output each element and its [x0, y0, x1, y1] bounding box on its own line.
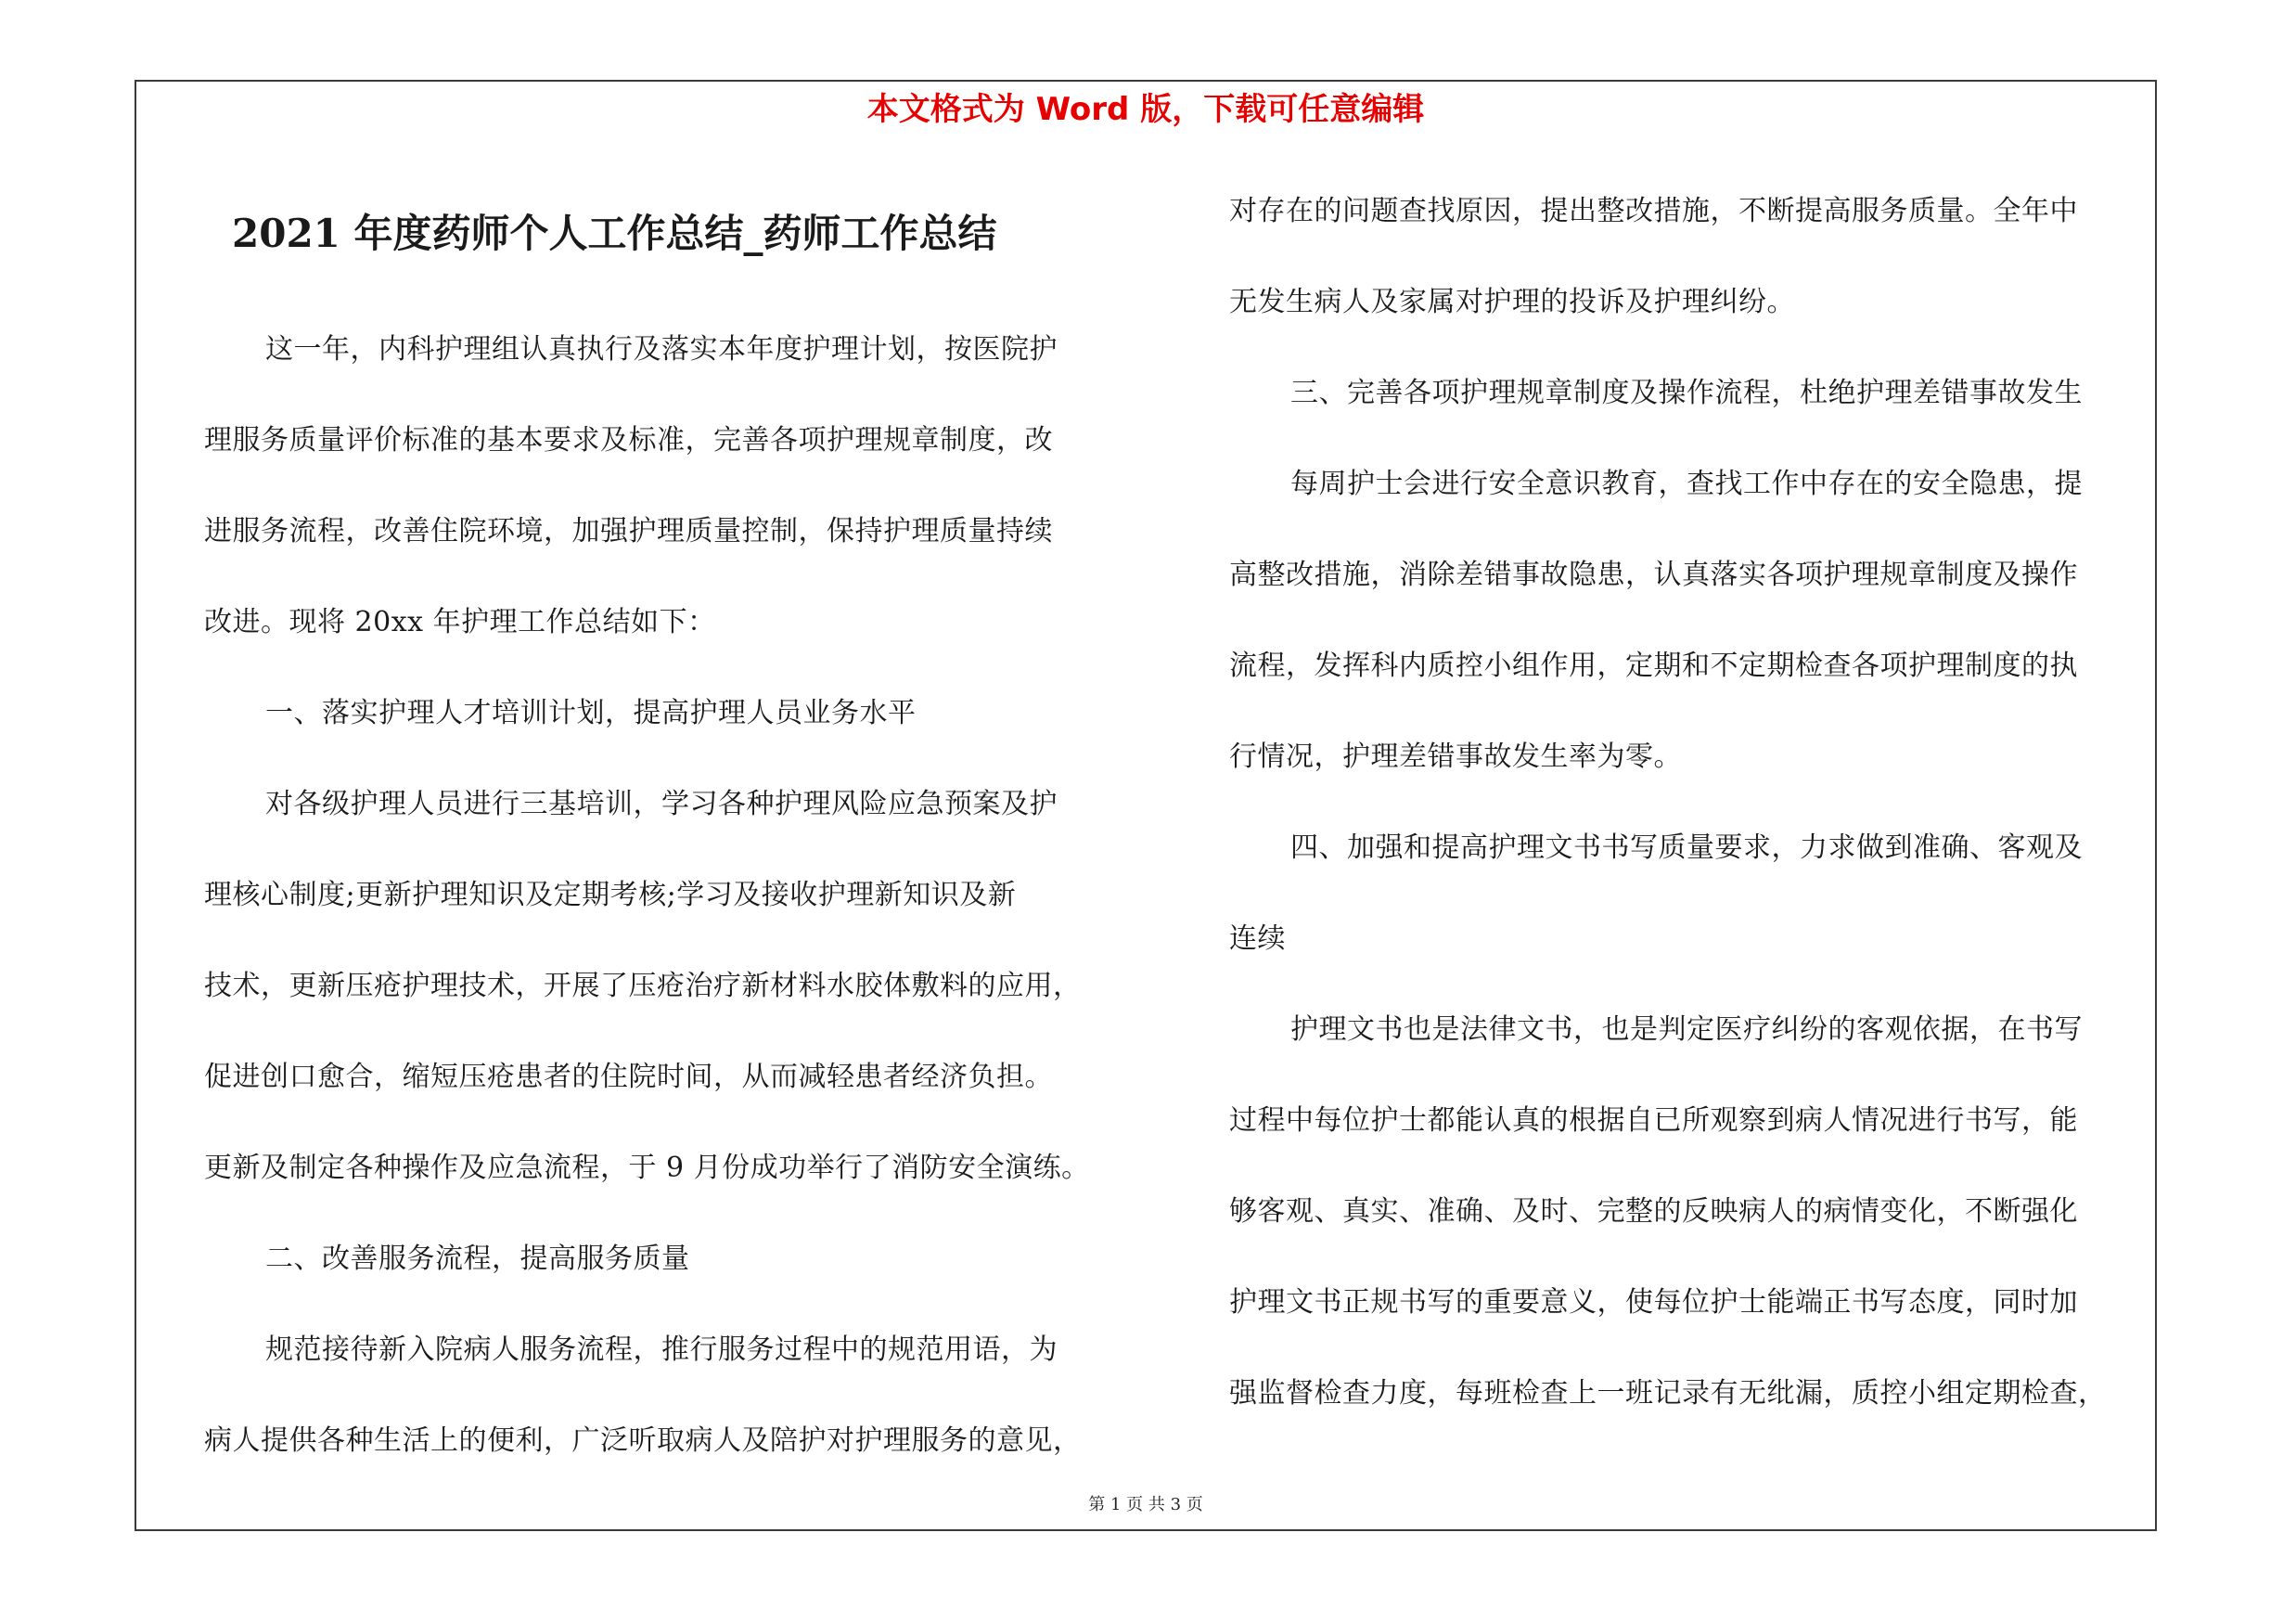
page-number: 第 1 页 共 3 页: [1088, 1495, 1203, 1514]
section-heading-1: 一、落实护理人才培训计划，提高护理人员业务水平: [265, 697, 917, 729]
right-line-11: 过程中每位护士都能认真的根据自已所观察到病人情况进行书写，能: [1229, 1104, 2078, 1137]
right-line-4: 每周护士会进行安全意识教育，查找工作中存在的安全隐患，提: [1290, 468, 2083, 500]
section-heading-4: 四、加强和提高护理文书书写质量要求，力求做到准确、客观及: [1290, 831, 2083, 864]
left-line-3: 进服务流程，改善住院环境，加强护理质量控制，保持护理质量持续: [204, 515, 1053, 547]
format-banner: 本文格式为 Word 版，下载可任意编辑: [866, 91, 1425, 128]
right-line-7: 行情况，护理差错事故发生率为零。: [1229, 741, 1682, 773]
right-line-12: 够客观、真实、准确、及时、完整的反映病人的病情变化，不断强化: [1229, 1195, 2078, 1228]
right-line-5: 高整改措施，消除差错事故隐患，认真落实各项护理规章制度及操作: [1229, 559, 2078, 591]
section-heading-3: 三、完善各项护理规章制度及操作流程，杜绝护理差错事故发生: [1290, 377, 2083, 409]
left-line-10: 更新及制定各种操作及应急流程，于 9 月份成功举行了消防安全演练。: [204, 1152, 1090, 1184]
left-line-2: 理服务质量评价标准的基本要求及标准，完善各项护理规章制度，改: [204, 424, 1053, 457]
left-line-1: 这一年，内科护理组认真执行及落实本年度护理计划，按医院护: [265, 333, 1058, 366]
document-title: 2021 年度药师个人工作总结_药师工作总结: [232, 211, 997, 256]
right-line-14: 强监督检查力度，每班检查上一班记录有无纰漏，质控小组定期检查，: [1229, 1377, 2107, 1410]
right-line-1: 对存在的问题查找原因，提出整改措施，不断提高服务质量。全年中: [1229, 195, 2078, 227]
right-line-6: 流程，发挥科内质控小组作用，定期和不定期检查各项护理制度的执: [1229, 650, 2078, 682]
left-line-6: 对各级护理人员进行三基培训，学习各种护理风险应急预案及护: [265, 788, 1058, 820]
left-line-4: 改进。现将 20xx 年护理工作总结如下：: [204, 606, 716, 638]
right-line-13: 护理文书正规书写的重要意义，使每位护士能端正书写态度，同时加: [1229, 1286, 2078, 1319]
left-line-8: 技术，更新压疮护理技术，开展了压疮治疗新材料水胶体敷料的应用，: [204, 970, 1082, 1002]
left-line-7: 理核心制度;更新护理知识及定期考核;学习及接收护理新知识及新: [204, 879, 1017, 911]
left-line-9: 促进创口愈合，缩短压疮患者的住院时间，从而减轻患者经济负担。: [204, 1061, 1053, 1093]
left-line-12: 规范接待新入院病人服务流程，推行服务过程中的规范用语，为: [265, 1333, 1058, 1366]
right-line-2: 无发生病人及家属对护理的投诉及护理纠纷。: [1229, 286, 1795, 318]
right-line-10: 护理文书也是法律文书，也是判定医疗纠纷的客观依据，在书写: [1290, 1013, 2083, 1046]
section-heading-2: 二、改善服务流程，提高服务质量: [265, 1243, 690, 1275]
left-line-13: 病人提供各种生活上的便利，广泛听取病人及陪护对护理服务的意见，: [204, 1424, 1082, 1457]
right-line-9: 连续: [1229, 922, 1286, 955]
